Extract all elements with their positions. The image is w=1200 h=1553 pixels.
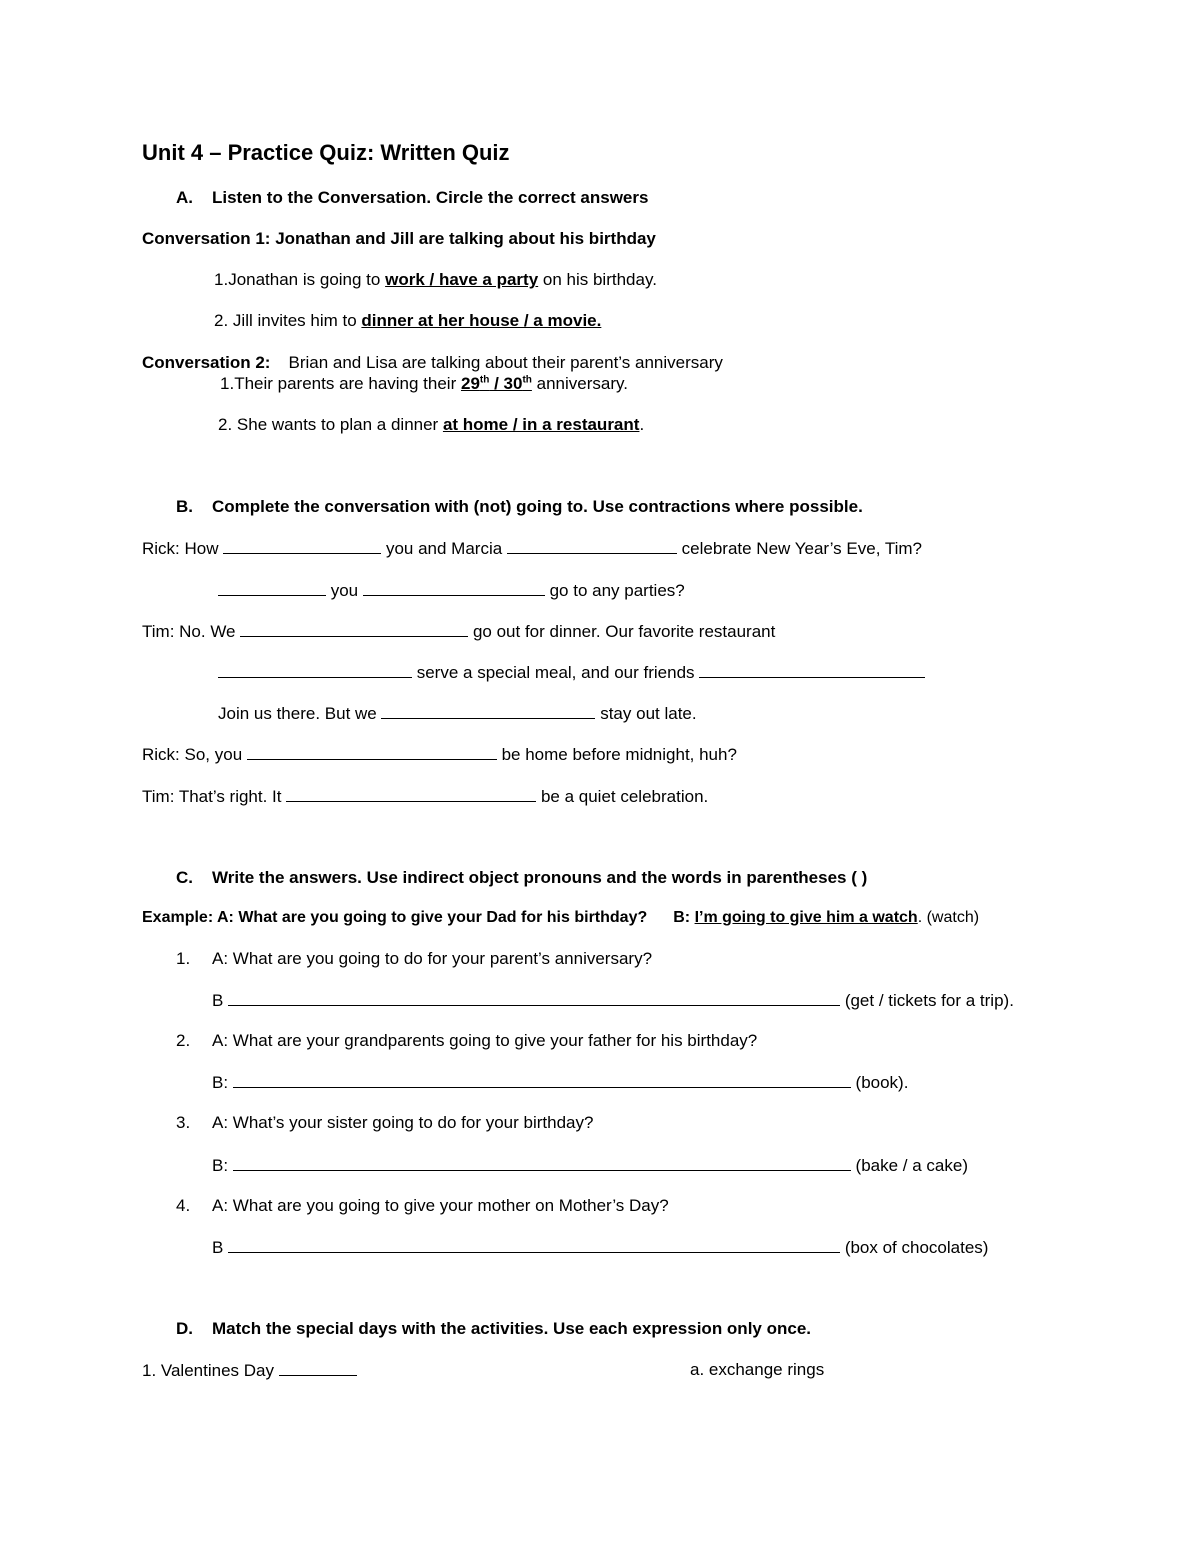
fill-blank[interactable] (240, 621, 468, 637)
item-number: 3. (176, 1113, 191, 1132)
fill-blank[interactable] (218, 580, 326, 596)
question-number: 2. (218, 415, 233, 434)
dialogue-line-6: Rick: So, you be home before midnight, huh? (142, 745, 737, 764)
item-answer-line: B: (bake / a cake) (212, 1156, 968, 1175)
item-number: 4. (176, 1196, 191, 1215)
fill-blank[interactable] (699, 662, 925, 678)
section-a-heading: Listen to the Conversation. Circle the correct answers (212, 188, 649, 207)
dialogue-line-1: Rick: How you and Marcia celebrate New Year’s Eve, Tim? (142, 539, 922, 558)
fill-blank[interactable] (223, 538, 381, 554)
fill-blank[interactable] (381, 703, 595, 719)
dialogue-line-5: Join us there. But we stay out late. (218, 704, 697, 723)
item-hint: (get / tickets for a trip). (844, 991, 1014, 1010)
answer-choice[interactable]: at home / in a restaurant (442, 415, 640, 434)
example-question: Example: A: What are you going to give your Dad for his birthday? (142, 909, 648, 926)
conversation-2-desc: Brian and Lisa are talking about their parent’s anniversary (288, 353, 723, 372)
conversation-1-label: Conversation 1: Jonathan and Jill are talking about his birthday (142, 229, 656, 248)
fill-blank[interactable] (507, 538, 677, 554)
item-question: A: What’s your sister going to do for your birthday? (212, 1113, 594, 1132)
fill-blank[interactable] (363, 580, 545, 596)
match-item-1: 1. Valentines Day (142, 1360, 357, 1381)
item-hint: (box of chocolates) (844, 1238, 989, 1257)
fill-blank[interactable] (286, 786, 536, 802)
dialogue-line-3: Tim: No. We go out for dinner. Our favorite restaurant (142, 622, 776, 641)
item-answer-line: B (box of chocolates) (212, 1238, 989, 1257)
dialogue-line-4: serve a special meal, and our friends (218, 662, 925, 683)
item-question: A: What are you going to do for your parent’s anniversary? (212, 949, 653, 968)
answer-choice[interactable]: work / have a party (385, 270, 539, 289)
item-number: 1. (176, 949, 191, 968)
match-option-a: a. exchange rings (690, 1360, 825, 1379)
fill-blank[interactable] (247, 744, 497, 760)
section-b-heading: Complete the conversation with (not) going to. Use contractions where possible. (212, 497, 863, 516)
answer-blank[interactable] (228, 990, 840, 1006)
answer-choice[interactable]: dinner at her house / a movie. (361, 311, 602, 330)
conv2-question-2: 2. She wants to plan a dinner at home / in a restaurant. (218, 415, 645, 434)
question-number: 1. (220, 374, 235, 393)
section-c-letter: C. (176, 868, 193, 887)
answer-blank[interactable] (233, 1072, 851, 1088)
item-question: A: What are you going to give your mother on Mother’s Day? (212, 1196, 669, 1215)
conv1-question-2: 2. Jill invites him to dinner at her house / a movie. (214, 311, 602, 330)
conv2-question-1: 1.Their parents are having their 29th / 30th anniversary. (220, 374, 628, 393)
item-question: A: What are your grandparents going to give your father for his birthday? (212, 1031, 758, 1050)
question-number: 2. (214, 311, 229, 330)
item-hint: (bake / a cake) (855, 1156, 968, 1175)
section-d-letter: D. (176, 1319, 193, 1338)
conv1-question-1: 1.Jonathan is going to work / have a party on his birthday. (214, 270, 657, 289)
answer-blank[interactable] (233, 1155, 851, 1171)
page-title: Unit 4 – Practice Quiz: Written Quiz (142, 140, 510, 165)
section-d-heading: Match the special days with the activities. Use each expression only once. (212, 1319, 811, 1338)
answer-choice[interactable]: 29th / 30th (460, 374, 532, 393)
dialogue-line-7: Tim: That’s right. It be a quiet celebration. (142, 787, 709, 806)
example-line: Example: A: What are you going to give your Dad for his birthday? B: I’m going to give him a watch. (watch) (142, 909, 980, 926)
item-number: 2. (176, 1031, 191, 1050)
example-hint: . (watch) (917, 909, 980, 926)
item-answer-line: B (get / tickets for a trip). (212, 991, 1014, 1010)
dialogue-line-2: you go to any parties? (218, 580, 685, 601)
question-number: 1. (214, 270, 229, 289)
conversation-2-line (142, 353, 723, 373)
fill-blank[interactable] (218, 662, 412, 678)
section-a-letter: A. (176, 188, 193, 207)
example-answer: I’m going to give him a watch (694, 909, 918, 926)
section-b-letter: B. (176, 497, 193, 516)
item-hint: (book). (855, 1073, 909, 1092)
section-c-heading: Write the answers. Use indirect object pronouns and the words in parentheses ( ) (212, 868, 868, 887)
conversation-2-label: Conversation 2: (142, 353, 271, 372)
match-blank[interactable] (279, 1360, 357, 1376)
answer-blank[interactable] (228, 1237, 840, 1253)
item-answer-line: B: (book). (212, 1073, 909, 1092)
